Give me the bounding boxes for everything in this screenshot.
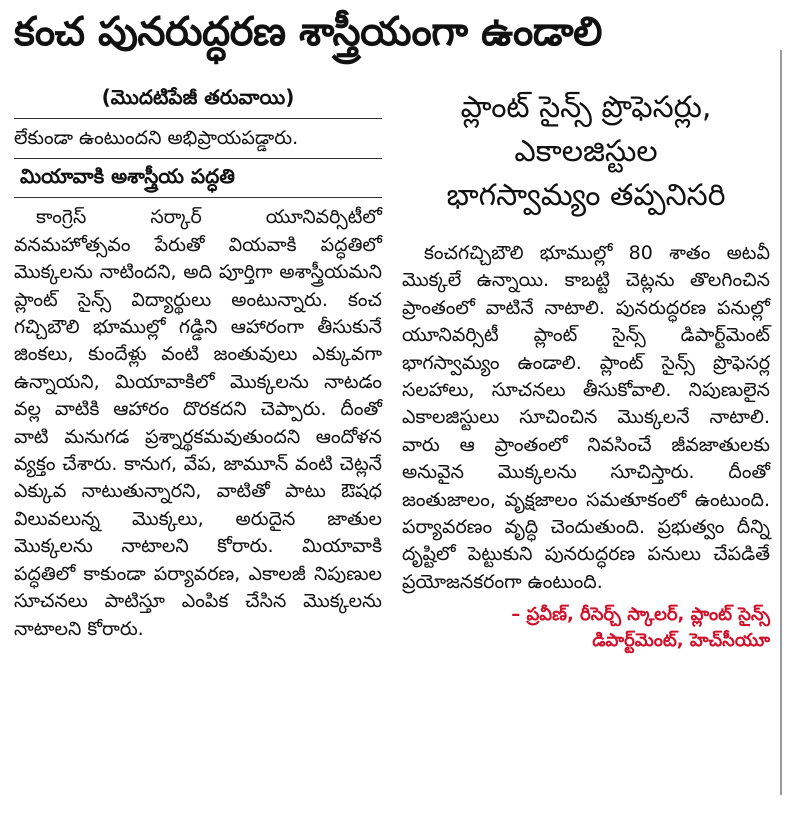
- credit-line-2: డిపార్ట్‌మెంట్, హెచ్‌సీయూ: [592, 630, 770, 652]
- subheading: మియావాకి అశాస్త్రీయ పద్ధతి: [14, 159, 382, 198]
- headline: కంచ పునరుద్ధరణ శాస్త్రీయంగా ఉండాలి: [14, 9, 602, 55]
- right-column: [402, 84, 770, 654]
- left-body-paragraph: కాంగ్రెస్ సర్కార్ యూనివర్సిటీలో వనమహోత్సవం పేరుతో వియవాకి పద్ధతిలో మొక్కలను నాటిందని, అది పూర్తిగా అశాస్త్రీయమని ప్లాంట్ సైన్స్ విద్యార్థులు అంటున్నారు. కంచ గచ్చిబౌలి భూముల్లో గడ్డిని ఆహారంగా తీసుకునే జింకలు, కుందేళ్లు వంటి జంతువులు ఎక్కువగా ఉన్నాయని, మియావాకిలో మొక్కలను నాటడం వల్ల వాటికి ఆహారం దొరకదని చెప్పారు. దీంతో వాటి మనుగడ ప్రశ్నార్థకమవుతుందని ఆందోళన వ్యక్తం చేశారు. కానుగ, వేప, జామూన్ వంటి చెట్లనే ఎక్కువ నాటుతున్నారని, వాటితో పాటు ఔషధ విలువలున్న మొక్కలు, అరుదైన జాతుల మొక్కలను నాటాలని కోరారు. మియావాకి పద్ధతిలో కాకుండా పర్యావరణ, ఎకాలజీ నిపుణుల సూచనలు పాటిస్తూ ఎంపిక చేసిన మొక్కలను నాటాలని కోరారు.: [14, 206, 382, 640]
- jump-label: (మొదటిపేజీ తరువాయి): [14, 82, 382, 119]
- right-body: [402, 240, 770, 596]
- credit: [402, 602, 770, 654]
- left-body: [14, 204, 382, 643]
- credit-line-1: – ప్రవీణ్, రీసెర్చ్ స్కాలర్, ప్లాంట్ సైన్స్: [511, 604, 770, 626]
- right-heading: [402, 86, 770, 218]
- left-column: [14, 82, 382, 643]
- lead-text: లేకుండా ఉంటుందని అభిప్రాయపడ్డారు.: [14, 125, 382, 159]
- right-heading-line-3: భాగస్వామ్యం తప్పనిసరి: [446, 178, 726, 213]
- right-body-paragraph: కంచగచ్చిబౌలి భూముల్లో 80 శాతం అటవీ మొక్కలే ఉన్నాయి. కాబట్టి చెట్లను తొలగించిన ప్రాంతంలో వాటినే నాటాలి. పునరుద్ధరణ పనుల్లో యూనివర్సిటీ ప్లాంట్ సైన్స్ డిపార్ట్‌మెంట్ భాగస్వామ్యం ఉండాలి. ప్లాంట్ సైన్స్ ప్రొఫెసర్ల సలహాలు, సూచనలు తీసుకోవాలి. నిపుణులైన ఎకాలజిస్టులు సూచించిన మొక్కలనే నాటాలి. వారు ఆ ప్రాంతంలో నివసించే జీవజాతులకు అనువైన మొక్కలను సూచిస్తారు. దీంతో జంతుజాలం, వృక్షజాలం సమతూకంలో ఉంటుంది. పర్యావరణం వృద్ధి చెందుతుంది. ప్రభుత్వం దీన్ని దృష్టిలో పెట్టుకుని పునరుద్ధరణ పనులు చేపడితే ప్రయోజనకరంగా ఉంటుంది.: [402, 242, 770, 593]
- column-divider: [780, 50, 782, 795]
- right-heading-line-1: ప్లాంట్ సైన్స్ ప్రొఫెసర్లు,: [460, 90, 712, 125]
- right-heading-line-2: ఎకాలజిస్టుల: [514, 134, 658, 169]
